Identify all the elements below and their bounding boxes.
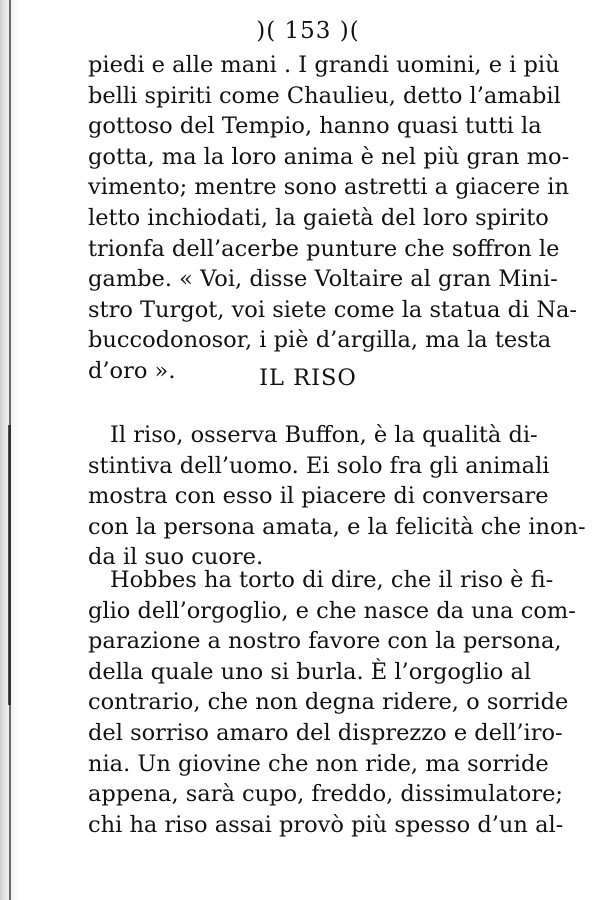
section-heading: IL RISO: [259, 365, 357, 391]
text-line: stro Turgot, voi siete come la statua di Na-: [88, 296, 578, 323]
text-line: chi ha riso assai provò più spesso d’un al-: [88, 811, 564, 838]
text-line: Il riso, osserva Buffon, è la qualità di-: [110, 422, 538, 448]
text-line: vimento; mentre sono astretti a giacere in: [88, 174, 569, 201]
text-line: trionfa dell’acerbe punture che soffron le: [88, 235, 560, 262]
text-line: buccodonosor, i piè d’argilla, ma la testa: [88, 327, 552, 354]
text-line: gottoso del Tempio, hanno quasi tutti la: [88, 113, 542, 140]
text-line: da il suo cuore.: [88, 544, 264, 571]
text-line: del sorriso amaro del disprezzo e dell’iro-: [88, 719, 563, 746]
text-line: gotta, ma la loro anima è nel più gran mo-: [88, 143, 570, 170]
text-line: belli spiriti come Chaulieu, detto l’amabil: [88, 82, 561, 109]
text-line: letto inchiodati, la gaietà del loro spirito: [88, 204, 549, 231]
text-line: d’oro ».: [88, 357, 176, 384]
text-line: Hobbes ha torto di dire, che il riso è fi-: [110, 567, 554, 593]
paragraph-buffon: [88, 420, 586, 573]
text-line: nia. Un giovine che non ride, ma sorride: [88, 750, 549, 777]
page-binding-edge: [0, 0, 22, 900]
text-line: contrario, che non degna ridere, o sorride: [88, 689, 569, 716]
text-line: stintiva dell’uomo. Ei solo fra gli animali: [88, 452, 550, 479]
page-number: )( 153 )(: [256, 18, 360, 44]
paragraph-hobbes: [88, 565, 576, 840]
text-line: glio dell’orgoglio, e che nasce da una com-: [88, 597, 576, 624]
text-line: mostra con esso il piacere di conversare: [88, 483, 549, 510]
text-line: parazione a nostro favore con la persona,: [88, 628, 562, 655]
text-line: della quale uno si burla. È l’orgoglio al: [88, 658, 532, 685]
text-line: gambe. « Voi, disse Voltaire al gran Mini-: [88, 266, 558, 293]
text-line: con la persona amata, e la felicità che inon-: [88, 513, 586, 540]
binding-shadow-line-dark: [8, 425, 11, 705]
text-line: piedi e alle mani . I grandi uomini, e i più: [88, 52, 560, 78]
paragraph-continued: [88, 50, 578, 387]
text-line: appena, sarà cupo, freddo, dissimulatore;: [88, 781, 563, 808]
